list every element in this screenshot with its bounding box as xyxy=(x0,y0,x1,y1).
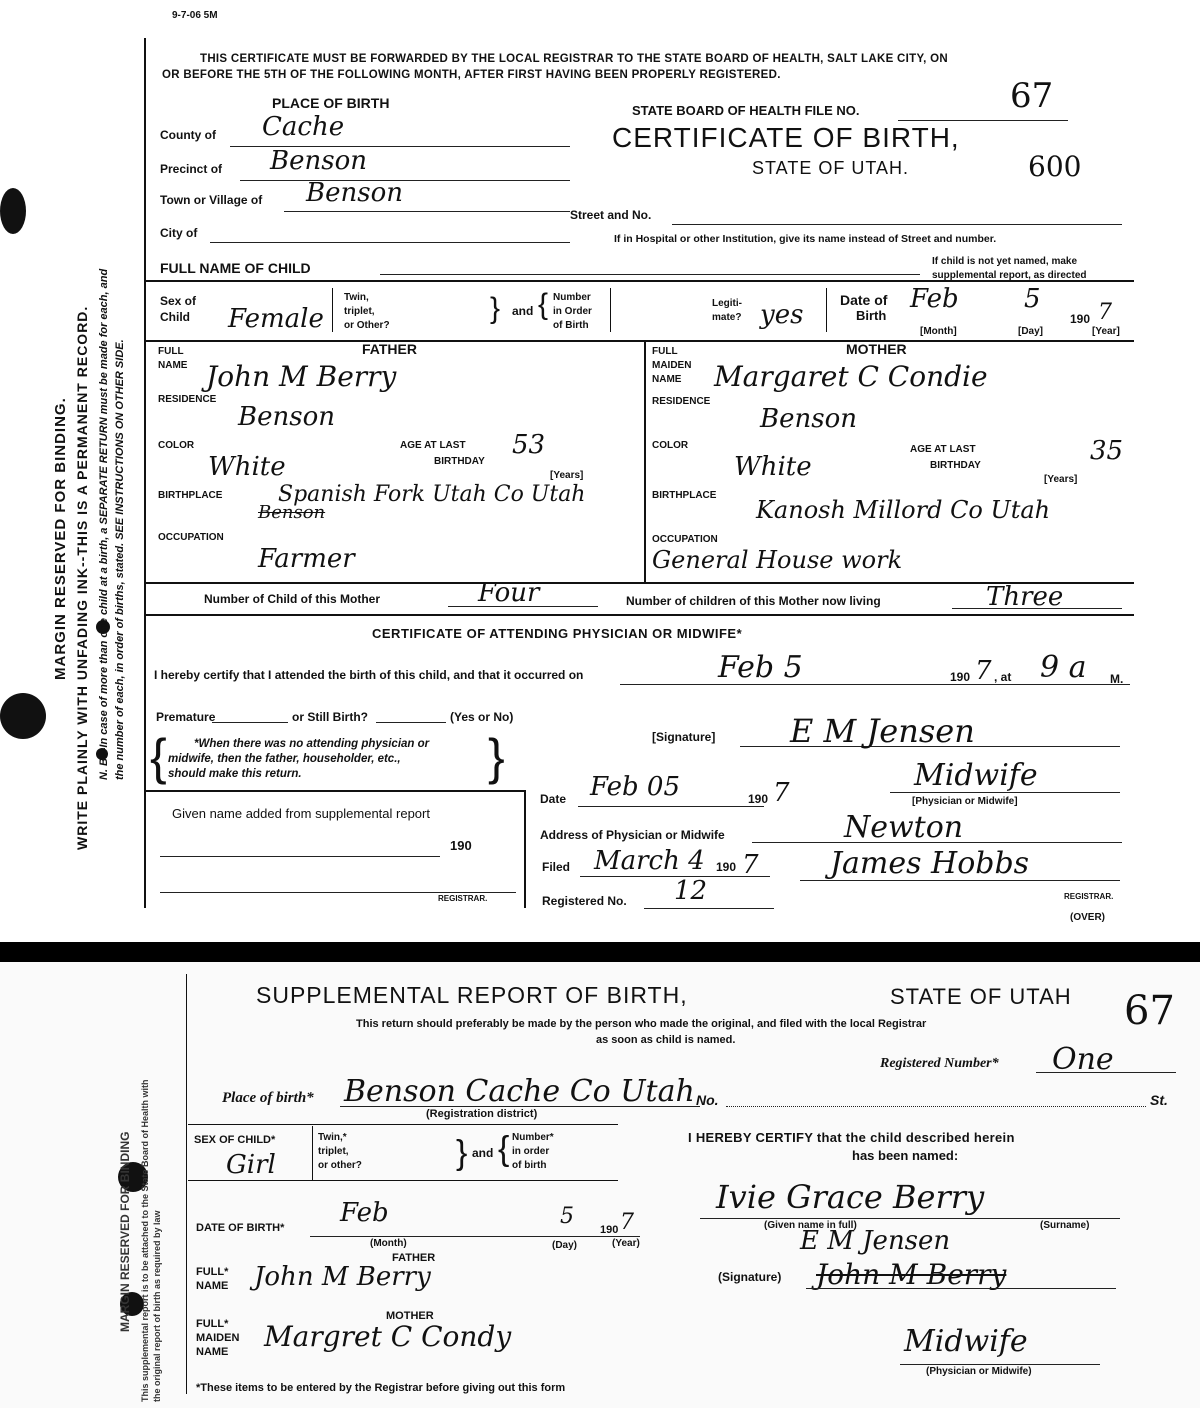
mother-maiden-label: MAIDEN xyxy=(652,360,692,371)
mother-full-label: FULL* xyxy=(196,1318,229,1330)
notice-line-2: OR BEFORE THE 5TH OF THE FOLLOWING MONTH, AFTER FIRST HAVING BEEN PROPERLY REGISTERED. xyxy=(162,69,781,81)
father-birthplace-label: BIRTHPLACE xyxy=(158,490,223,501)
physician-or-midwife-label: [Physician or Midwife] xyxy=(912,796,1018,807)
supplemental-file-no: 67 xyxy=(1124,988,1175,1034)
margin-note-2: the number of each, in order of births, stated. SEE INSTRUCTIONS ON OTHER SIDE. xyxy=(114,339,126,780)
mother-name: Margret C Condy xyxy=(264,1320,512,1353)
given-name-registrar-label: REGISTRAR. xyxy=(438,894,488,903)
city-label: City of xyxy=(160,226,198,240)
signature-label: (Signature) xyxy=(718,1270,782,1284)
surname-label: (Surname) xyxy=(1040,1220,1090,1231)
filed-value: March 4 xyxy=(594,846,705,876)
sex-label-2: Child xyxy=(160,310,190,324)
mother-years-label: [Years] xyxy=(1044,474,1078,485)
mother-birthplace: Kanosh Millord Co Utah xyxy=(756,496,1051,524)
legitimate-value: yes xyxy=(760,300,804,330)
registration-district-label: (Registration district) xyxy=(426,1108,538,1120)
order-label-3: of birth xyxy=(512,1160,547,1171)
intro-line-1: This return should preferably be made by the person who made the original, and filed with the local Registrar xyxy=(356,1018,927,1030)
mother-birthplace-label: BIRTHPLACE xyxy=(652,490,717,501)
registered-no-label: Registered No. xyxy=(542,894,627,908)
margin-binding-text: MARGIN RESERVED FOR BINDING. xyxy=(52,397,69,680)
mother-name-label: NAME xyxy=(196,1346,229,1358)
birth-date: Feb 5 xyxy=(718,650,803,685)
rule xyxy=(144,790,524,792)
father-full-label: FULL* xyxy=(196,1266,229,1278)
sex-label: SEX OF CHILD* xyxy=(194,1134,276,1146)
father-age-label: AGE AT LAST xyxy=(400,440,466,451)
dob-label: Date of xyxy=(840,292,888,308)
order-label-3: of Birth xyxy=(553,320,589,331)
dob-year-suffix: 7 xyxy=(1098,300,1112,325)
twin-label-3: or other? xyxy=(318,1160,362,1171)
father-years-label: [Years] xyxy=(550,470,584,481)
sex-value: Girl xyxy=(226,1150,276,1180)
dob-month: Feb xyxy=(910,284,959,314)
father-name: John M Berry xyxy=(254,1262,431,1292)
file-no-label: STATE BOARD OF HEALTH FILE NO. xyxy=(632,103,860,118)
sex-value: Female xyxy=(228,304,324,334)
registrar-label: REGISTRAR. xyxy=(1064,892,1114,901)
not-named-note-2: supplemental report, as directed xyxy=(932,270,1087,281)
twin-label: Twin,* xyxy=(318,1132,347,1143)
legitimate-label-2: mate? xyxy=(712,312,742,323)
address-value: Newton xyxy=(844,810,964,845)
certify-text: I hereby certify that I attended the birth of this child, and that it occurred on xyxy=(154,668,584,682)
dob-label-2: Birth xyxy=(856,308,887,323)
and-label: and xyxy=(472,1146,494,1160)
full-name-label: FULL NAME OF CHILD xyxy=(160,260,311,276)
still-birth-label: or Still Birth? xyxy=(292,710,368,724)
footnote: *These items to be entered by the Registrar before giving out this form xyxy=(196,1382,566,1394)
father-residence-label: RESIDENCE xyxy=(158,394,217,405)
no-physician-note-3: should make this return. xyxy=(168,768,302,780)
mother-residence-label: RESIDENCE xyxy=(652,396,711,407)
supplemental-report: MARGIN RESERVED FOR BINDING This supplemental report is to be attached to the State Board of Health with the original report of birth as required by law SUPPLEMENTAL REPORT OF BIRTH, STATE OF UTAH 67 This return should preferably be made by the person who made the original, and filed with the local Registrar as soon as child is named. Registered Number* One Place of birth* Benson Cache Co Utah No. St. (Registration district) SEX OF CHILD* Girl Twin,* triplet, or other? } and { Number* in order of birth DATE OF BIRTH* Feb 5 190 7 (Month) (Day) (Year) FATHER FULL* NAME John M Berry MOTHER FULL* MAIDEN NAME Margret C Condy *These items to be entered by the Registrar before giving out this form I HEREBY CERTIFY that the child described herein has been named: Ivie Grace Berry (Given name in full) (Surname) E M Jensen (Signature) John M Berry Midwife (Physician or Midwife) xyxy=(0,962,1200,1408)
given-name-added-label: Given name added from supplemental report xyxy=(172,806,430,821)
precinct-label: Precinct of xyxy=(160,162,223,176)
physician-heading: CERTIFICATE OF ATTENDING PHYSICIAN OR MIDWIFE* xyxy=(372,626,743,641)
mother-age-label: AGE AT LAST xyxy=(910,444,976,455)
print-code: 9-7-06 5M xyxy=(172,10,218,21)
twin-label-2: triplet, xyxy=(318,1146,349,1157)
town-label: Town or Village of xyxy=(160,193,263,207)
meridian-label: M. xyxy=(1110,672,1124,686)
margin-note-1: N. B.--In case of more than one child at a birth, a SEPARATE RETURN must be made for each, and xyxy=(98,268,110,780)
town-value: Benson xyxy=(306,178,403,208)
mother-residence: Benson xyxy=(760,404,857,434)
punch-hole xyxy=(0,188,26,234)
given-name-label: (Given name in full) xyxy=(764,1220,857,1231)
signature-label: [Signature] xyxy=(652,730,716,744)
mother-color: White xyxy=(734,452,812,482)
place-of-birth-heading: PLACE OF BIRTH xyxy=(272,95,390,111)
rule-vertical xyxy=(524,790,526,908)
physician-or-midwife-label: (Physician or Midwife) xyxy=(926,1366,1032,1377)
file-no-value: 67 xyxy=(1010,76,1054,116)
state-number: 600 xyxy=(1028,150,1082,183)
father-occupation-label: OCCUPATION xyxy=(158,532,224,543)
physician-signature: E M Jensen xyxy=(790,712,975,750)
margin-note-1: This supplemental report is to be attached to the State Board of Health with xyxy=(140,1079,150,1402)
dob-day: 5 xyxy=(560,1204,574,1229)
month-label: [Month] xyxy=(920,326,957,337)
county-value: Cache xyxy=(262,112,345,142)
filed-label: Filed xyxy=(542,860,571,874)
mother-heading: MOTHER xyxy=(386,1310,434,1322)
over-label: (OVER) xyxy=(1070,912,1105,923)
mother-name-label: NAME xyxy=(652,374,682,385)
order-label: Number xyxy=(553,292,591,303)
given-name-year: 190 xyxy=(450,838,472,853)
punch-hole xyxy=(0,693,46,739)
birth-certificate: 9-7-06 5M MARGIN RESERVED FOR BINDING. WRITE PLAINLY WITH UNFADING INK--THIS IS A PERMANENT RECORD. N. B.--In case of more than one child at a birth, a SEPARATE RETURN must be made for each, and the number of each, in order of births, stated. SEE INSTRUCTIONS ON OTHER SIDE. THIS CERTIFICATE MUST BE FORWARDED BY THE LOCAL REGISTRAR TO THE STATE BOARD OF HEALTH, SALT LAKE CITY, ON OR BEFORE THE 5TH OF THE FOLLOWING MONTH, AFTER FIRST HAVING BEEN PROPERLY REGISTERED. PLACE OF BIRTH County of Cache Precinct of Benson Town or Village of Benson City of STATE BOARD OF HEALTH FILE NO. 67 CERTIFICATE OF BIRTH, STATE OF UTAH. 600 Street and No. If in Hospital or other Institution, give its name instead of Street and number. FULL NAME OF CHILD If child is not yet named, make supplemental report, as directed Sex of Child Female Twin, triplet, or Other? } and { Number in Order of Birth Legiti- mate? yes Date of Birth Feb 5 190 7 [Month] [Day] [Year] FATHER FULL NAME John M Berry RESIDENCE Benson COLOR White AGE AT LAST BIRTHDAY 53 [Years] BIRTHPLACE Spanish Fork Utah Co Utah Benson OCCUPATION Farmer MOTHER FULL MAIDEN NAME Margaret C Condie RESIDENCE Benson COLOR White AGE AT LAST BIRTHDAY 35 [Years] BIRTHPLACE Kanosh Millord Co Utah OCCUPATION General House work Number of Child of this Mother Four Number of children of this Mother now living Three CERTIFICATE OF ATTENDING PHYSICIAN OR MIDWIFE* I hereby certify that I attended the birth of this child, and that it occurred on Feb 5 190 7 , at 9 a M. Premature or Still Birth? (Yes or No) { } *When there was no attending physician or midwife, then the father, householder, etc., should make this return. [Signature] E M Jensen Midwife [Physician or Midwife] Date Feb 05 190 7 Given name added from supplemental report 190 REGISTRAR. Address of Physician or Midwife Newton Filed March 4 190 7 James Hobbs REGISTRAR. Registered No. 12 (OVER) xyxy=(0,0,1200,942)
day-label: [Day] xyxy=(1018,326,1044,337)
supplemental-signature: E M Jensen xyxy=(800,1226,951,1256)
mother-age-label-2: BIRTHDAY xyxy=(930,460,981,471)
intro-line-2: as soon as child is named. xyxy=(596,1034,736,1046)
father-name-label: NAME xyxy=(196,1280,229,1292)
county-label: County of xyxy=(160,128,216,142)
father-heading: FATHER xyxy=(392,1252,436,1264)
not-named-note-1: If child is not yet named, make xyxy=(932,256,1078,267)
father-heading: FATHER xyxy=(362,341,417,357)
father-name: John M Berry xyxy=(206,360,397,393)
father-residence: Benson xyxy=(238,402,335,432)
premature-label: Premature xyxy=(156,710,216,724)
father-name-label: NAME xyxy=(158,360,188,371)
no-physician-note-2: midwife, then the father, householder, etc., xyxy=(168,753,401,765)
street-label: Street and No. xyxy=(570,208,652,222)
number-living: Three xyxy=(986,582,1064,612)
registered-number-label: Registered Number* xyxy=(880,1056,999,1071)
mother-occupation: General House work xyxy=(652,546,903,574)
father-color: White xyxy=(208,452,286,482)
margin-binding-text: MARGIN RESERVED FOR BINDING xyxy=(118,1131,132,1332)
registered-number: One xyxy=(1052,1042,1114,1077)
mother-age: 35 xyxy=(1090,436,1124,466)
birth-time: 9 a xyxy=(1040,650,1087,685)
rule xyxy=(144,614,1134,616)
physician-title: Midwife xyxy=(914,758,1038,793)
date-label: Date xyxy=(540,792,567,806)
mother-color-label: COLOR xyxy=(652,440,689,451)
year-label: [Year] xyxy=(1092,326,1120,337)
date-year-suffix: 7 xyxy=(773,778,790,808)
at-label: , at xyxy=(994,670,1012,684)
supplemental-state: STATE OF UTAH xyxy=(890,984,1072,1009)
certificate-title: CERTIFICATE OF BIRTH, xyxy=(612,122,960,153)
sex-label: Sex of xyxy=(160,294,197,308)
date-year: 190 xyxy=(748,792,769,806)
and-label: and xyxy=(512,304,534,318)
father-age: 53 xyxy=(512,430,546,460)
father-full-label: FULL xyxy=(158,346,184,357)
month-label: (Month) xyxy=(370,1238,407,1249)
legitimate-label: Legiti- xyxy=(712,298,742,309)
hospital-note: If in Hospital or other Institution, give its name instead of Street and number. xyxy=(614,233,997,245)
mother-name: Margaret C Condie xyxy=(714,360,988,393)
father-birthplace: Spanish Fork Utah Co Utah xyxy=(278,482,586,507)
child-given-name: Ivie Grace Berry xyxy=(716,1178,985,1216)
place-of-birth: Benson Cache Co Utah xyxy=(344,1074,695,1109)
state-heading: STATE OF UTAH. xyxy=(752,158,909,178)
day-label: (Day) xyxy=(552,1240,578,1251)
dob-year-suffix: 7 xyxy=(620,1210,634,1235)
mother-occupation-label: OCCUPATION xyxy=(652,534,718,545)
dob-year: 190 xyxy=(1070,312,1091,326)
yes-no-label: (Yes or No) xyxy=(450,710,514,724)
father-birthplace-struck: Benson xyxy=(258,502,326,523)
year-label: (Year) xyxy=(612,1238,640,1249)
twin-label-2: triplet, xyxy=(344,306,375,317)
address-label: Address of Physician or Midwife xyxy=(540,828,725,842)
father-color-label: COLOR xyxy=(158,440,195,451)
notice-line-1: THIS CERTIFICATE MUST BE FORWARDED BY THE LOCAL REGISTRAR TO THE STATE BOARD OF HEALTH, SALT LAKE CITY, ON xyxy=(200,53,948,65)
mother-heading: MOTHER xyxy=(846,341,907,357)
signature-struck: John M Berry xyxy=(816,1258,1007,1291)
order-label-2: in order xyxy=(512,1146,550,1157)
number-of-child: Four xyxy=(478,578,540,608)
number-of-child-label: Number of Child of this Mother xyxy=(204,592,380,606)
certify-line-2: has been named: xyxy=(852,1148,959,1163)
order-label-2: in Order xyxy=(553,306,592,317)
margin-ink-text: WRITE PLAINLY WITH UNFADING INK--THIS IS A PERMANENT RECORD. xyxy=(74,305,90,850)
father-occupation: Farmer xyxy=(258,544,355,574)
no-label: No. xyxy=(696,1092,719,1108)
dob-label: DATE OF BIRTH* xyxy=(196,1222,285,1234)
margin-note-2: the original report of birth as required by law xyxy=(152,1210,162,1402)
registered-no: 12 xyxy=(674,876,708,906)
birth-year-suffix: 7 xyxy=(975,656,992,686)
frame-left xyxy=(144,38,146,908)
supplemental-title: SUPPLEMENTAL REPORT OF BIRTH, xyxy=(256,982,688,1008)
registrar-signature: James Hobbs xyxy=(830,846,1030,881)
filed-year-suffix: 7 xyxy=(742,850,759,880)
number-living-label: Number of children of this Mother now living xyxy=(626,594,881,608)
certify-line-1: I HEREBY CERTIFY that the child described herein xyxy=(688,1130,1015,1145)
filed-year: 190 xyxy=(716,860,737,874)
place-of-birth-label: Place of birth* xyxy=(222,1090,314,1106)
father-age-label-2: BIRTHDAY xyxy=(434,456,485,467)
mother-maiden-label: MAIDEN xyxy=(196,1332,240,1344)
supplemental-signer-title: Midwife xyxy=(904,1324,1028,1359)
order-label: Number* xyxy=(512,1132,554,1143)
twin-label-3: or Other? xyxy=(344,320,390,331)
date-value: Feb 05 xyxy=(590,772,680,802)
twin-label: Twin, xyxy=(344,292,369,303)
no-physician-note-1: *When there was no attending physician or xyxy=(194,738,430,750)
rule xyxy=(144,340,1134,342)
dob-day: 5 xyxy=(1024,284,1041,314)
dob-month: Feb xyxy=(340,1198,389,1228)
mother-full-label: FULL xyxy=(652,346,678,357)
st-label: St. xyxy=(1150,1092,1168,1108)
dob-year: 190 xyxy=(600,1224,619,1236)
rule-vertical xyxy=(644,340,646,582)
precinct-value: Benson xyxy=(270,146,367,176)
birth-year: 190 xyxy=(950,670,971,684)
